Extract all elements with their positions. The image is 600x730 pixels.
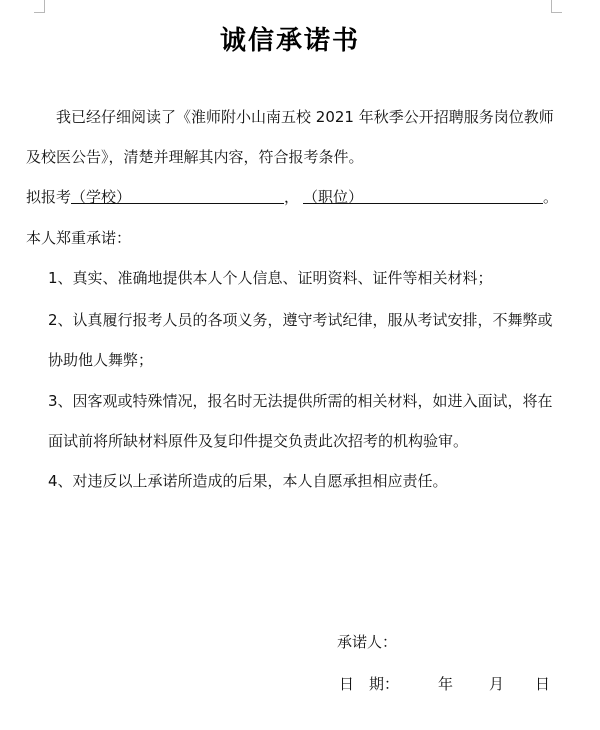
page-corner-mark-right [551,0,562,13]
apply-prefix: 拟报考 [26,188,72,206]
day-label: 日 [535,675,551,693]
pledge-item-2: 2、认真履行报考人员的各项义务，遵守考试纪律，服从考试安排，不舞弊或 [48,311,553,329]
document-title: 诚信承诺书 [219,26,360,56]
school-label: （学校） [71,188,132,206]
apply-separator: ， [284,188,300,206]
school-blank-field[interactable] [71,187,284,204]
intro-line-2: 及校医公告》，清楚并理解其内容，符合报考条件。 [26,148,364,166]
page-corner-mark-left [34,0,45,13]
pledge-heading: 本人郑重承诺： [26,229,132,247]
apply-line [26,187,558,207]
pledge-item-4: 4、对违反以上承诺所造成的后果，本人自愿承担相应责任。 [48,472,448,490]
intro-line-1: 我已经仔细阅读了《淮师附小山南五校 2021 年秋季公开招聘服务岗位教师 [56,108,554,126]
position-label: （职位） [303,188,364,206]
signer-label: 承诺人： [337,633,398,651]
month-label: 月 [489,675,505,693]
date-label: 日 期： [339,675,400,693]
pledge-item-3-continued: 面试前将所缺材料原件及复印件提交负责此次招考的机构验审。 [48,432,469,450]
year-label: 年 [438,675,454,693]
pledge-item-2-continued: 协助他人舞弊； [48,351,154,369]
apply-end: 。 [543,188,559,206]
pledge-item-1: 1、真实、准确地提供本人个人信息、证明资料、证件等相关材料； [48,269,493,287]
pledge-item-3: 3、因客观或特殊情况，报名时无法提供所需的相关材料，如进入面试，将在 [48,392,553,410]
position-blank-field[interactable] [303,187,543,204]
